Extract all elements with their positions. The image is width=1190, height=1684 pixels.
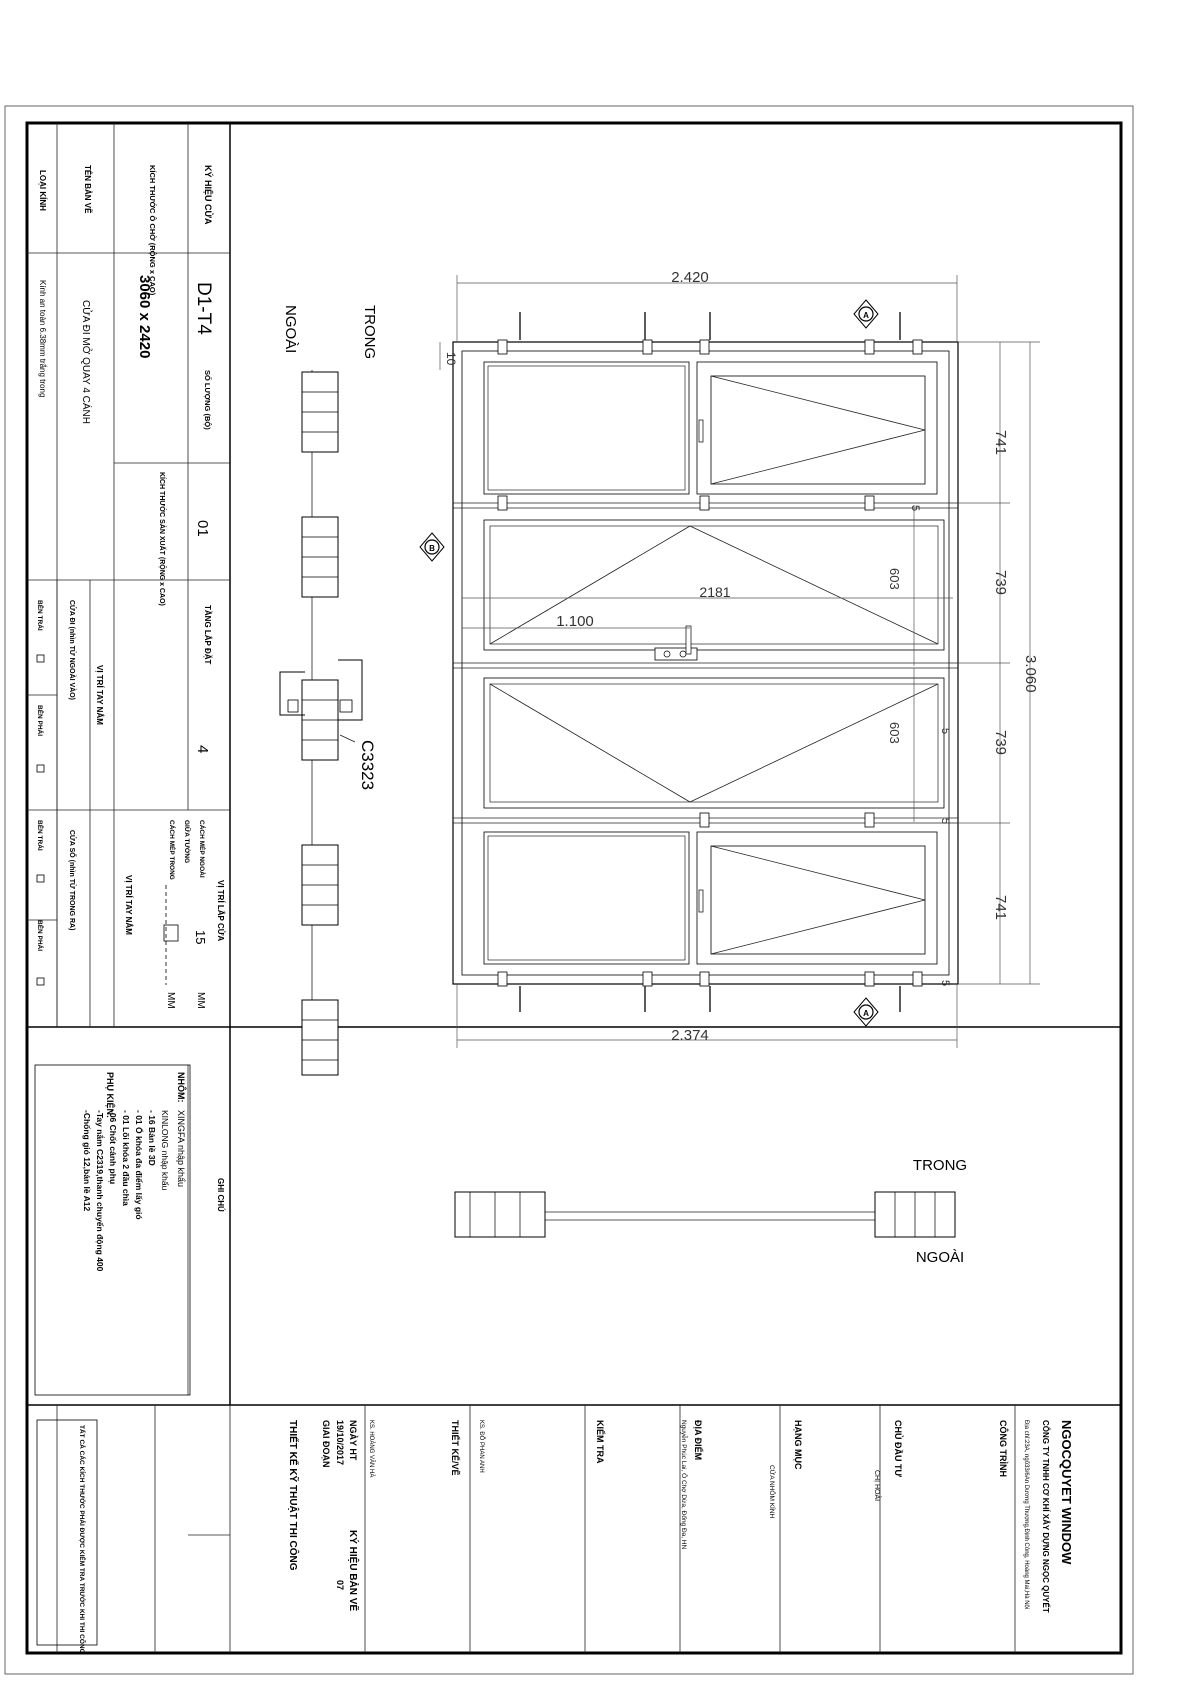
loai-kinh-value: Kính an toàn 6.38mm trắng trong <box>38 280 47 398</box>
section-marker-a-bottom: A <box>863 1009 869 1018</box>
disclaimer: TẤT CẢ CÁC KÍCH THƯỚC PHẢI ĐƯỢC KIỂM TRA TRƯỚC KHI THI CÔNG <box>78 1425 85 1654</box>
unit-mm-2: MM <box>165 992 176 1009</box>
phu-kien-label: PHỤ KIỆN: <box>105 1072 115 1119</box>
cua-so-ben-phai: BÊN PHẢI <box>36 920 43 952</box>
unit-mm-1: MM <box>195 992 206 1009</box>
dim-gap-b: 5 <box>939 728 951 735</box>
hang-muc-label: HẠNG MỤC <box>793 1420 803 1470</box>
company-address: Địa chỉ:23A, ngõ33/6An Dương Thượng,Định Công, Hoàng Mai,Hà Nội <box>1023 1420 1029 1610</box>
dim-leaf-3: 739 <box>992 730 1009 756</box>
giua-tuong-label: GIỮA TƯỜNG <box>183 820 190 864</box>
kich-thuoc-o-cho-label: KÍCH THƯỚC Ô CHỜ (RỘNG x CAO) <box>148 165 157 296</box>
kich-thuoc-o-cho-value: 3060 x 2420 <box>136 275 153 359</box>
cua-di-ben-trai: BÊN TRÁI <box>36 600 43 631</box>
dim-gap-a: 5 <box>909 505 921 512</box>
so-luong-label: SỐ LƯỢNG (BỘ) <box>203 370 212 430</box>
side-section-outside-label: NGOÀI <box>915 1249 965 1266</box>
cua-so-ben-trai: BÊN TRÁI <box>36 820 43 851</box>
vi-tri-lap-cua-label: VỊ TRÍ LẮP CỬA <box>216 880 225 942</box>
phu-kien-item-3: - 01 Lõi khóa 2 đầu chìa <box>121 1110 131 1206</box>
section-marker-b: B <box>429 544 435 553</box>
company-name: CÔNG TY TNHH CƠ KHÍ XÂY DỰNG NGỌC QUYẾT <box>1041 1420 1050 1613</box>
dim-gap-top: 10 <box>444 352 458 366</box>
dim-gap-c: 5 <box>939 818 951 825</box>
loai-kinh-label: LOẠI KÍNH <box>38 170 47 211</box>
logo: NGOCQUYET WINDOW <box>1059 1420 1074 1565</box>
giai-doan-label: GIAI ĐOẠN <box>321 1420 331 1468</box>
dim-leaf-2: 739 <box>992 570 1009 596</box>
dim-bottom-total: 2.374 <box>671 1027 709 1044</box>
dim-top-total: 2.420 <box>671 269 709 286</box>
tang-lap-dat-value: 4 <box>194 745 211 754</box>
cua-di-ben-phai: BÊN PHẢI <box>36 705 43 737</box>
kiem-tra-person: KS. ĐỖ PHAN ANH <box>478 1420 484 1473</box>
ngay-ht-label: NGÀY HT <box>348 1420 358 1461</box>
nhom-value: XINGFA nhập khẩu <box>176 1110 186 1188</box>
nhom-label: NHÔM: <box>176 1072 186 1103</box>
ten-ban-ve-label: TÊN BẢN VẼ <box>83 165 92 214</box>
cong-trinh-label: CÔNG TRÌNH <box>998 1420 1008 1477</box>
ngay-ht-value: 19/10/2017 <box>335 1420 345 1466</box>
hang-muc-value: CỬA NHÔM KÍNH <box>768 1465 775 1519</box>
phu-kien-brand: KINLONG nhập khẩu <box>160 1110 170 1191</box>
dim-leaf-1: 741 <box>992 430 1009 456</box>
ghi-chu-label: GHI CHÚ <box>216 1178 225 1212</box>
ky-hieu-cua-value: D1-T4 <box>193 282 214 335</box>
dim-inner-height: 2181 <box>699 584 731 600</box>
tang-lap-dat-label: TẦNG LẮP ĐẶT <box>203 605 212 665</box>
so-luong-value: 01 <box>194 520 211 537</box>
ky-hieu-ban-ve-label: KÝ HIỆU BẢN VẼ <box>347 1530 358 1612</box>
dim-sash-inner-2: 603 <box>887 722 902 744</box>
thiet-ke-label: THIẾT KẾ/VẼ <box>450 1420 460 1476</box>
dim-gap-d: 5 <box>939 980 951 987</box>
dim-handle-height: 1.100 <box>556 613 594 630</box>
cua-so-label: CỬA SỔ (nhìn TỪ TRONG RA) <box>68 830 75 931</box>
cach-mep-trong-label: CÁCH MÉP TRONG <box>168 820 175 880</box>
section-marker-a-top: A <box>863 311 869 320</box>
phu-kien-item-5: -Tay nắm C2319,thanh chuyển động 400 <box>95 1110 105 1272</box>
dim-sash-inner-1: 603 <box>887 568 902 590</box>
giai-doan-value: THIẾT KẾ KỸ THUẬT THI CÔNG <box>287 1420 298 1571</box>
chu-dau-tu-label: CHỦ ĐẦU TƯ <box>893 1420 903 1477</box>
dim-overall-width: 3.060 <box>1022 655 1039 693</box>
thiet-ke-person: KS. HOÀNG VĂN HÀ <box>368 1420 374 1478</box>
phu-kien-item-4: -06 Chốt cánh phụ <box>108 1110 118 1185</box>
kiem-tra-label: KIỂM TRA <box>595 1420 605 1464</box>
vi-tri-tay-nam-label: VỊ TRÍ TAY NẮM <box>95 665 104 725</box>
dim-leaf-4: 741 <box>992 895 1009 921</box>
profile-code-label: C3323 <box>358 740 377 791</box>
side-section-inside-label: TRONG <box>912 1157 968 1174</box>
phu-kien-item-6: -Chống gió 12,bản lề A12 <box>82 1110 92 1212</box>
cach-mep-ngoai-label: CÁCH MÉP NGOÀI <box>198 820 205 878</box>
vi-tri-tay-nam-2-label: VỊ TRÍ TAY NẮM <box>124 875 133 935</box>
dia-diem-value: Nguyễn Phúc Lai, Ô Chợ Dừa, Đống Đa, HN <box>680 1420 687 1550</box>
section-inside-label: TRONG <box>361 305 378 360</box>
dia-diem-label: ĐỊA ĐIỂM <box>693 1420 703 1461</box>
ky-hieu-ban-ve-value: 07 <box>335 1580 345 1591</box>
cach-mep-ngoai-value: 15 <box>193 930 208 945</box>
phu-kien-item-2: - 01 Ổ khóa đa điểm lấy gió <box>134 1110 144 1220</box>
section-outside-label: NGOÀI <box>282 305 299 354</box>
kich-thuoc-san-xuat-label: KÍCH THƯỚC SẢN XUẤT (RỘNG x CAO) <box>158 472 165 606</box>
chu-dau-tu-value: CHỊ HOÀI <box>873 1470 880 1502</box>
ten-ban-ve-value: CỬA ĐI MỞ QUAY 4 CÁNH <box>80 300 91 424</box>
phu-kien-item-1: - 16 Bản lề 3D <box>147 1110 157 1166</box>
ky-hieu-cua-label: KÝ HIỆU CỬA <box>203 165 213 225</box>
cua-di-label: CỬA ĐI (nhìn TỪ NGOÀI VÀO) <box>68 600 75 701</box>
